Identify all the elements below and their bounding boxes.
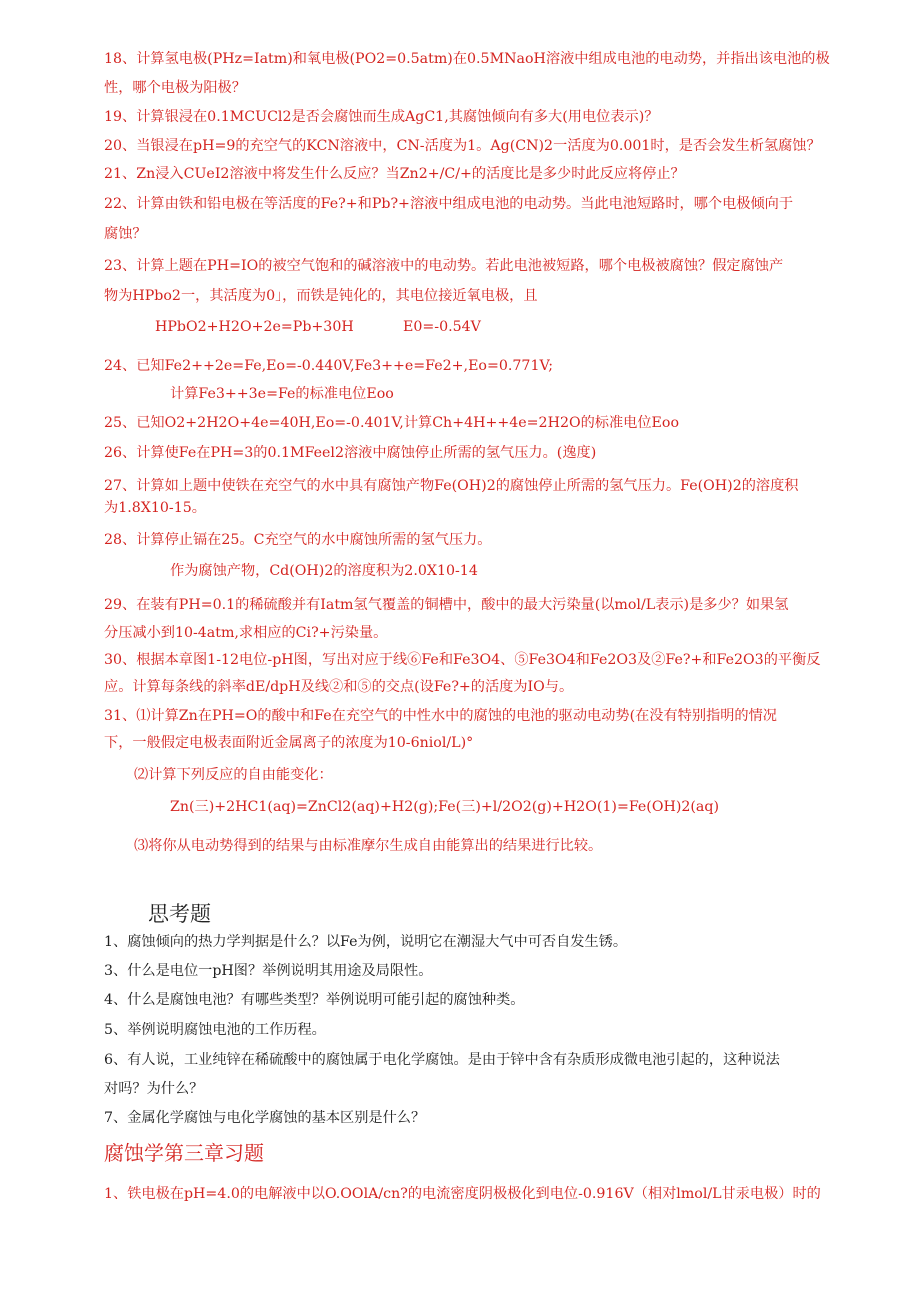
exercise-28-line-1: 28、计算停止镉在25。C充空气的水中腐蚀所需的氢气压力。	[104, 532, 492, 548]
exercise-24-line-1: 24、已知Fe2++2e=Fe,Eo=-0.440V,Fe3++e=Fe2+,Eo=0.771V;	[104, 358, 554, 374]
thinking-section-title: 思考题	[148, 902, 211, 926]
exercise-18-line-1: 18、计算氢电极(PHz=Iatm)和氧电极(PO2=0.5atm)在0.5MNaoH溶液中组成电池的电动势，并指出该电池的极	[104, 51, 830, 67]
exercise-30-line-2: 应。计算每条线的斜率dE/dpH及线②和⑤的交点(设Fe?+的活度为IO与。	[104, 679, 574, 695]
thinking-item-1: 1、腐蚀倾向的热力学判据是什么？以Fe为例，说明它在潮湿大气中可否自发生锈。	[104, 934, 628, 950]
exercise-24-line-2: 计算Fe3++3e=Fe的标准电位Eoo	[170, 386, 394, 402]
chapter-3-title: 腐蚀学第三章习题	[104, 1141, 264, 1165]
exercise-27-line-2: 为1.8X10-15。	[104, 500, 206, 516]
exercise-31-part-3: ⑶将你从电动势得到的结果与由标准摩尔生成自由能算出的结果进行比较。	[134, 838, 603, 854]
exercise-19: 19、计算银浸在0.1MCUCl2是否会腐蚀而生成AgC1,其腐蚀倾向有多大(用电位表示)？	[104, 109, 659, 125]
exercise-23-potential: E0=-0.54V	[403, 319, 481, 335]
exercise-31-line-2: 下，一般假定电极表面附近金属离子的浓度为10-6niol/L)°	[104, 735, 474, 751]
exercise-23-line-2: 物为HPbo2一，其活度为0」，而铁是钝化的，其电位接近氧电极，且	[104, 288, 538, 304]
exercise-31-line-1: 31、⑴计算Zn在PH=O的酸中和Fe在充空气的中性水中的腐蚀的电池的驱动电动势(在没有特别指明的情况	[104, 708, 777, 724]
exercise-20: 20、当银浸在pH=9的充空气的KCN溶液中，CN-活度为1。Ag(CN)2一活度为0.001时，是否会发生析氢腐蚀？	[104, 138, 821, 154]
exercise-22-line-2: 腐蚀？	[104, 226, 147, 242]
thinking-item-7: 7、金属化学腐蚀与电化学腐蚀的基本区别是什么？	[104, 1110, 426, 1126]
exercise-21: 21、Zn浸入CUeI2溶液中将发生什么反应？当Zn2+/C/+的活度比是多少时此反应将停止？	[104, 166, 685, 182]
exercise-25: 25、已知O2+2H2O+4e=40H,Eo=-0.401V,计算Ch+4H++4e=2H2O的标准电位Eoo	[104, 415, 679, 431]
exercise-23-equation: HPbO2+H2O+2e=Pb+30H	[155, 319, 354, 335]
exercise-26: 26、计算使Fe在PH=3的0.1MFeel2溶液中腐蚀停止所需的氢气压力。(逸度)	[104, 445, 597, 461]
thinking-item-4: 4、什么是腐蚀电池？有哪些类型？举例说明可能引起的腐蚀种类。	[104, 992, 525, 1008]
exercise-28-line-2: 作为腐蚀产物，Cd(OH)2的溶度积为2.0X10-14	[170, 563, 478, 579]
exercise-31-part-2: ⑵计算下列反应的自由能变化：	[134, 767, 333, 783]
exercise-27-line-1: 27、计算如上题中使铁在充空气的水中具有腐蚀产物Fe(OH)2的腐蚀停止所需的氢气压力。Fe(OH)2的溶度积	[104, 478, 799, 494]
exercise-22-line-1: 22、计算由铁和铅电极在等活度的Fe?+和Pb?+溶液中组成电池的电动势。当此电池短路时，哪个电极倾向于	[104, 196, 794, 212]
thinking-item-3: 3、什么是电位一pH图？举例说明其用途及局限性。	[104, 963, 433, 979]
exercise-31-reaction: Zn(三)+2HC1(aq)=ZnCl2(aq)+H2(g);Fe(三)+l/2O2(g)+H2O(1)=Fe(OH)2(aq)	[170, 799, 720, 815]
thinking-item-6-line-2: 对吗？为什么？	[104, 1081, 204, 1097]
thinking-item-6-line-1: 6、有人说，工业纯锌在稀硫酸中的腐蚀属于电化学腐蚀。是由于锌中含有杂质形成微电池引起的，这种说法	[104, 1052, 780, 1068]
exercise-23-line-1: 23、计算上题在PH=IO的被空气饱和的碱溶液中的电动势。若此电池被短路，哪个电极被腐蚀？假定腐蚀产	[104, 258, 784, 274]
exercise-30-line-1: 30、根据本章图1-12电位-pH图，写出对应于线⑥Fe和Fe3O4、⑤Fe3O4和Fe2O3及②Fe?+和Fe2O3的平衡反	[104, 652, 821, 668]
exercise-29-line-1: 29、在装有PH=0.1的稀硫酸并有Iatm氢气覆盖的铜槽中，酸中的最大污染量(以mol/L表示)是多少？如果氢	[104, 597, 789, 613]
exercise-29-line-2: 分压减小到10-4atm,求相应的Ci?+污染量。	[104, 625, 388, 641]
thinking-item-5: 5、举例说明腐蚀电池的工作历程。	[104, 1022, 326, 1038]
exercise-18-line-2: 性，哪个电极为阳极？	[104, 80, 246, 96]
chapter-3-exercise-1: 1、铁电极在pH=4.0的电解液中以O.OOlA/cn?的电流密度阴极极化到电位-0.916V（相对lmol/L甘汞电极）时的	[104, 1186, 821, 1202]
